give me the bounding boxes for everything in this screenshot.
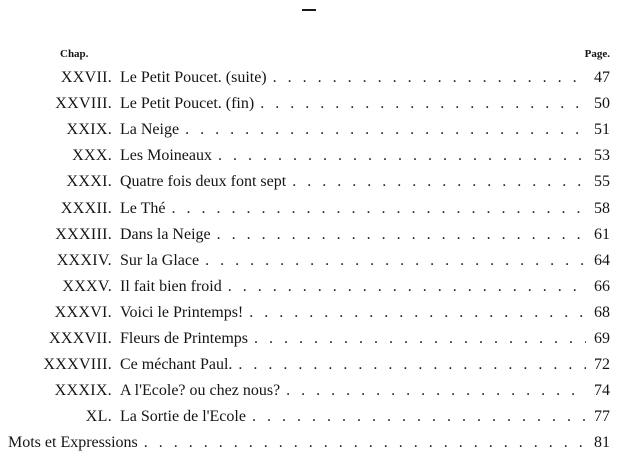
dot-leader [238,352,586,378]
page-number: 58 [594,200,610,217]
toc-entry-33 [0,222,620,248]
chapter-title: Sur la Glace [120,252,200,269]
dot-leader [171,196,586,222]
toc-entry-32 [0,196,620,222]
page-number: 53 [594,147,610,164]
toc-entry-36 [0,300,620,326]
page-number: 81 [594,434,610,451]
chapter-number: XXX. [72,147,112,164]
dot-leader [185,117,586,143]
page-number: 68 [594,304,610,321]
page-number: 64 [594,252,610,269]
toc-header [0,48,620,64]
page-column-label: Page. [584,48,610,60]
chapter-title: Il fait bien froid [120,278,222,295]
chapter-title: Le Thé [120,200,166,217]
chapter-title: La Sortie de l'Ecole [120,408,246,425]
page-number: 72 [594,356,610,373]
dot-leader [254,326,586,352]
toc-entry-29 [0,117,620,143]
chapter-title: Fleurs de Printemps [120,330,248,347]
dot-leader [286,378,586,404]
chapter-title: Voici le Printemps! [120,304,244,321]
dot-leader [292,169,586,195]
chapter-number: XXXVII. [49,330,112,347]
page-number: 61 [594,226,610,243]
page-number: 77 [594,408,610,425]
top-dash-rule [302,9,316,11]
dot-leader [252,404,586,430]
toc-entry-31 [0,169,620,195]
chapter-title: Ce méchant Paul. [120,356,233,373]
toc-entry-27 [0,65,620,91]
page-number: 50 [594,95,610,112]
toc-entry-39 [0,378,620,404]
glossary-title: Mots et Expressions [8,434,138,451]
chapter-number: XXVII. [60,69,112,86]
toc-entry-37 [0,326,620,352]
chapter-number: XXXVIII. [43,356,112,373]
page-number: 69 [594,330,610,347]
dot-leader [249,300,586,326]
chapter-title: Quatre fois deux font sept [120,173,287,190]
toc-entry-glossary [0,430,620,456]
chapter-number: XXVIII. [55,95,112,112]
dot-leader [218,143,586,169]
chapter-number: XXXIX. [54,382,112,399]
dot-leader [273,65,586,91]
chapter-number: XXXIII. [55,226,112,243]
page-number: 47 [594,69,610,86]
page-number: 51 [594,121,610,138]
toc-entry-30 [0,143,620,169]
page-number: 74 [594,382,610,399]
chapter-number: XXXV. [62,278,112,295]
dot-leader [228,274,586,300]
chapter-number: XL. [85,408,112,425]
chapter-number: XXXVI. [54,304,112,321]
dot-leader [217,222,586,248]
toc-entry-28 [0,91,620,117]
toc-entry-40 [0,404,620,430]
chapter-title: Le Petit Poucet. (suite) [120,69,267,86]
toc-entry-34 [0,248,620,274]
chapter-title: Le Petit Poucet. (fin) [120,95,255,112]
page-number: 66 [594,278,610,295]
chapter-column-label: Chap. [60,48,89,60]
chapter-number: XXIX. [66,121,112,138]
dot-leader [144,430,586,456]
toc-entry-35 [0,274,620,300]
chapter-number: XXXII. [60,200,112,217]
dot-leader [260,91,586,117]
toc-entry-38 [0,352,620,378]
chapter-title: Dans la Neige [120,226,211,243]
chapter-number: XXXI. [66,173,112,190]
page-number: 55 [594,173,610,190]
chapter-title: Les Moineaux [120,147,212,164]
dot-leader [205,248,586,274]
chapter-number: XXXIV. [56,252,112,269]
chapter-title: La Neige [120,121,180,138]
chapter-title: A l'Ecole? ou chez nous? [120,382,281,399]
